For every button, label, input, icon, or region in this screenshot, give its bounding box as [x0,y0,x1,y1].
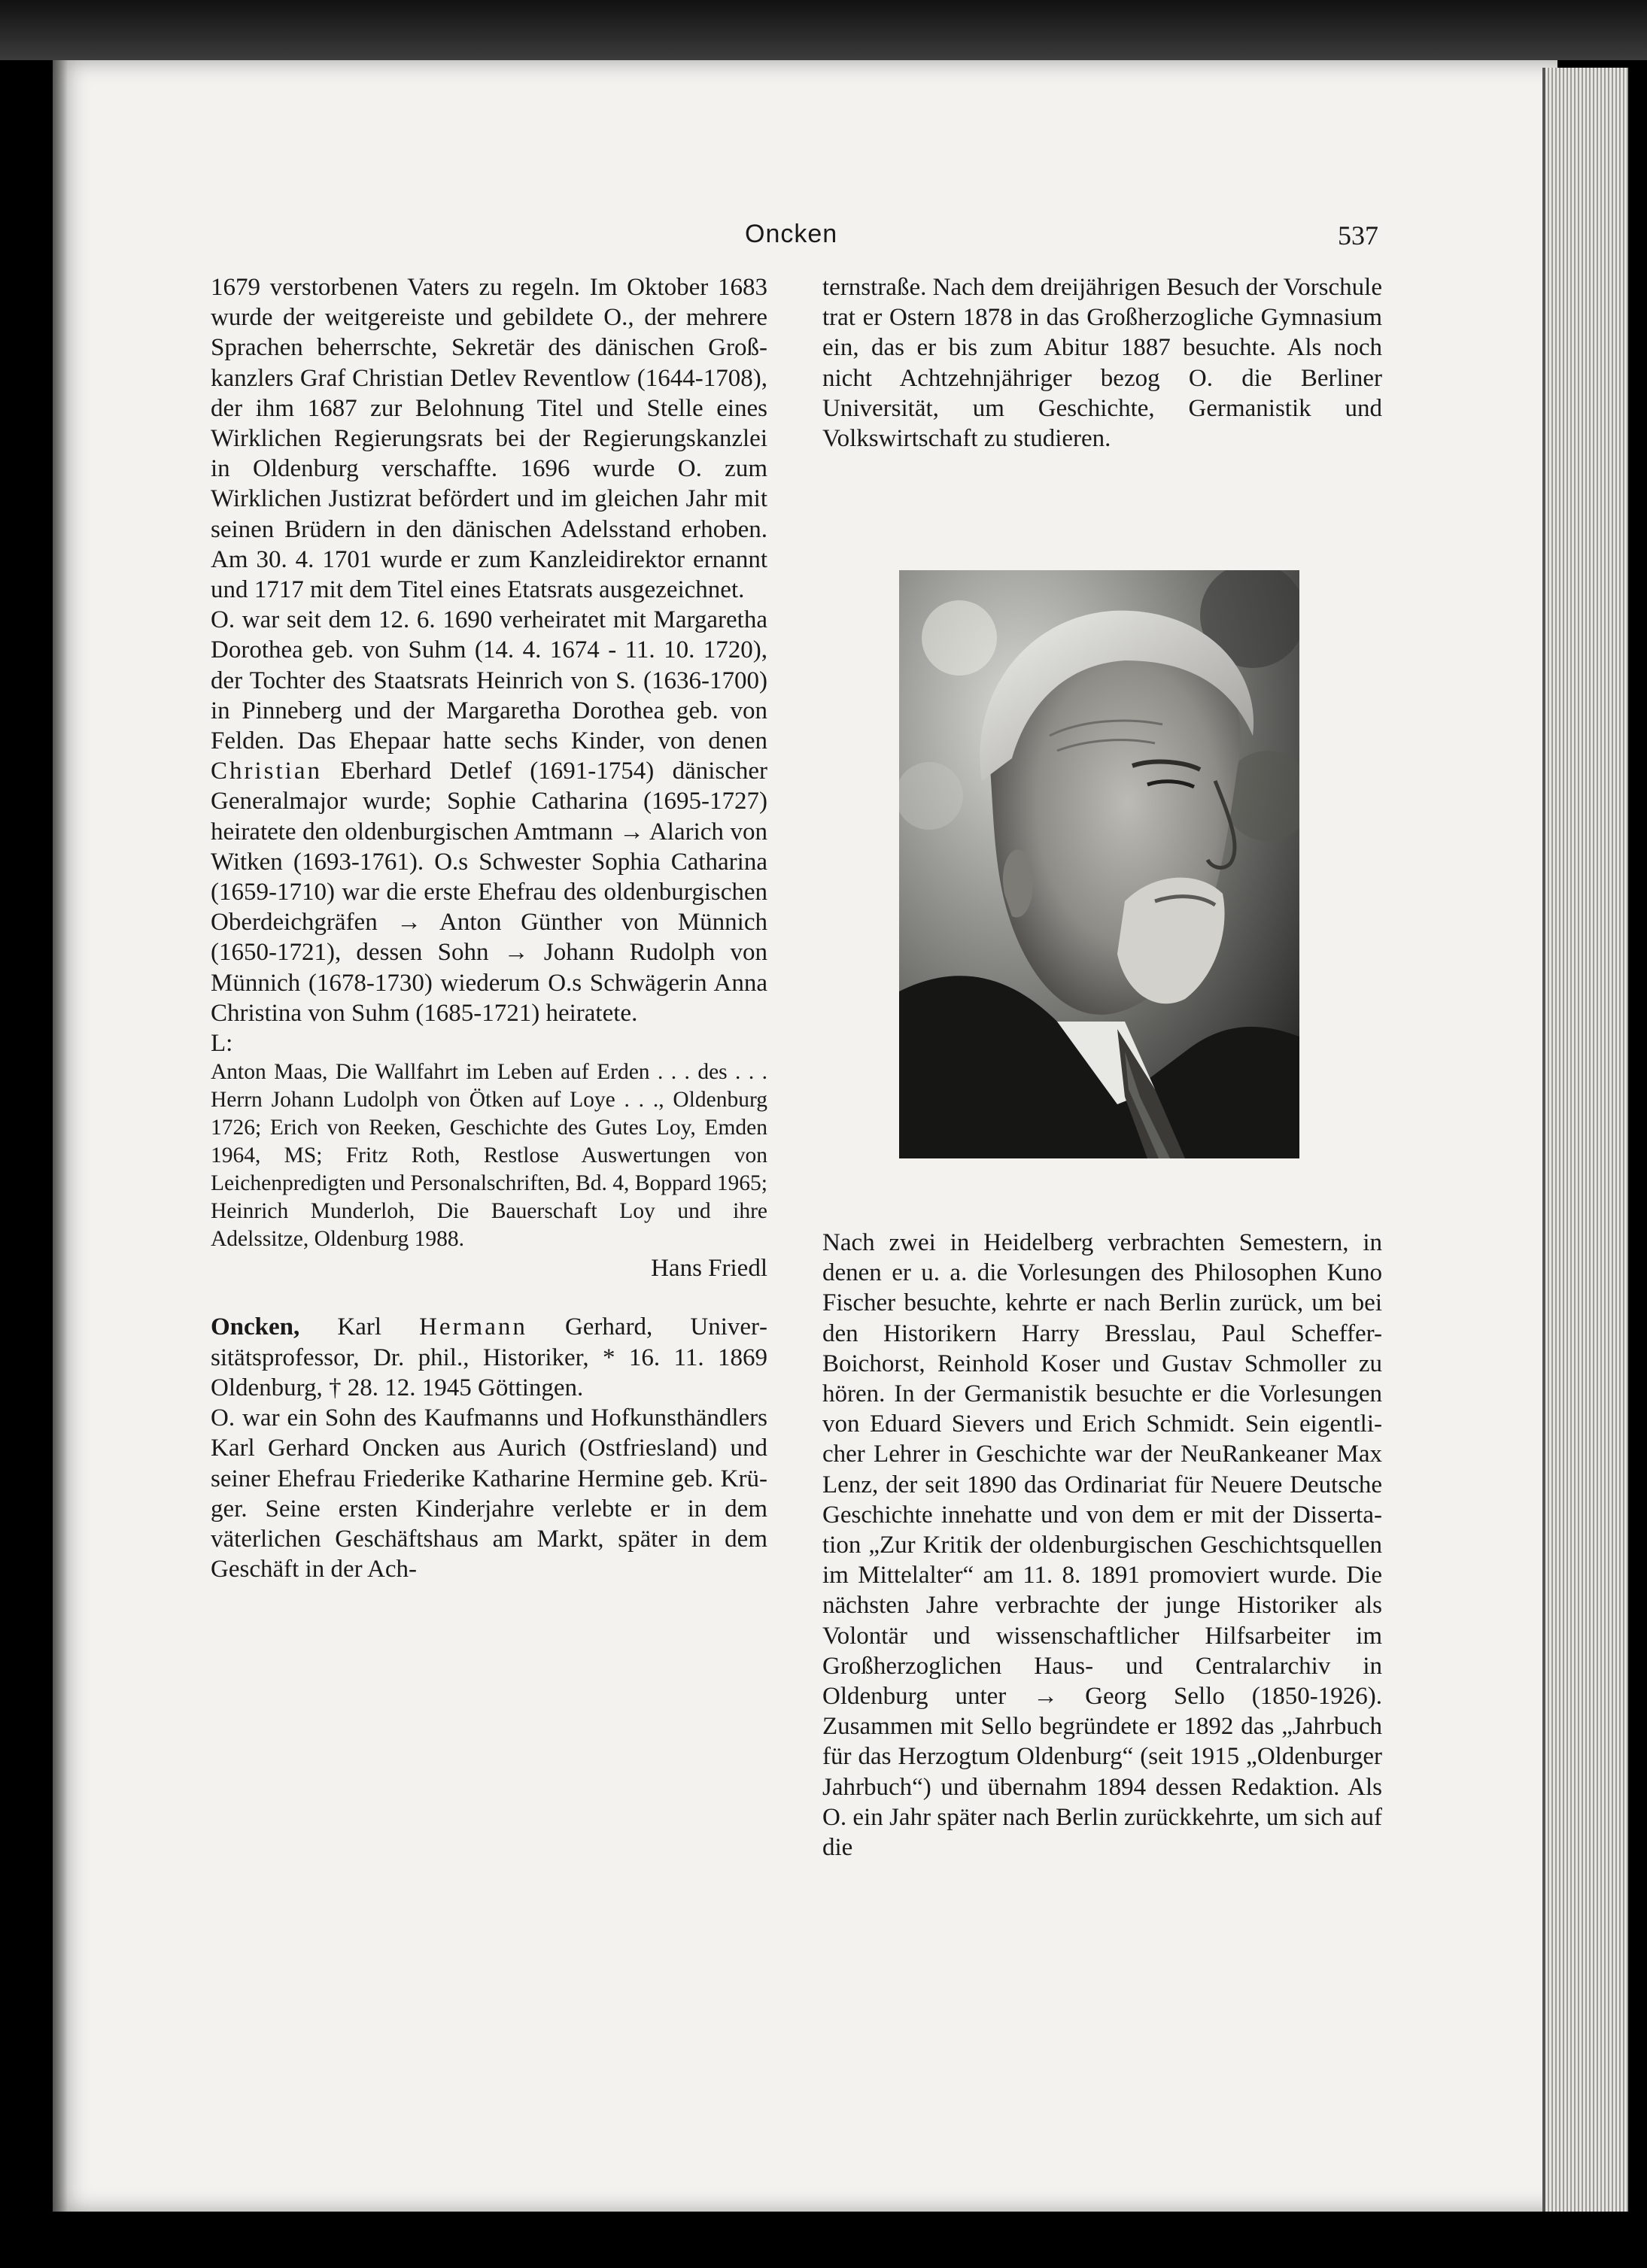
left-column [211,272,767,1584]
entry-paragraph: O. war ein Sohn des Kaufmanns und Hofkunsthändlers Karl Gerhard Oncken aus Aurich (Ostfriesland) und seiner Ehefrau Friederike Katharine Hermine geb. Krüger. Seine ersten Kinderjahre verlebte er in dem väterlichen Geschäftshaus am Markt, später in dem Geschäft in der Ach- [211,1404,767,1583]
entry-author: Hans Friedl [651,1255,767,1283]
literature-label: L: [211,1030,233,1058]
entry-heading [211,1312,767,1403]
page-edges [1542,68,1628,2212]
paragraph-text: O. war seit dem 12. 6. 1690 verheiratet mit Margaretha Dorothea geb. von Suhm (14. 4. 1674 - 11. 10. 1720), der Tochter des Staatsrats Heinrich von S. (1636-1700) in Pinneberg und der Margaretha Dorothea geb. von Felden. Das Ehepaar hatte sechs Kinder, von denen [211,606,767,755]
scan-background [0,0,1647,60]
entry-paragraph: ternstraße. Nach dem dreijährigen Besuch der Vorschule trat er Ostern 1878 in das Großherzogliche Gymnasium ein, das er bis zum Abitur 1887 besuchte. Als noch nicht Achtzehnjähriger bezog O. die Berliner Universität, um Geschichte, Germanistik und Volkswirtschaft zu studieren. [822,274,1382,453]
spaced-name: Christian [211,758,322,785]
headword: Oncken, [211,1313,300,1341]
given-name-spaced: Hermann [419,1313,527,1341]
gutter-shadow [53,60,68,2212]
paragraph-text: Eberhard Detlef (1691-1754) dänischer Generalmajor wurde; Sophie Catharina (1695-1727) heiratete den oldenburgischen Amtmann → Alarich von Witken (1693-1761). O.s Schwester Sophia Catharina (1659-1710) war die erste Ehefrau des oldenburgischen Oberdeichgräfen → Anton Günther von Münnich (1650-1721), dessen Sohn → Johann Rudolph von Münnich (1678-1730) wiederum O.s Schwägerin Anna Christina von Suhm (1685-1721) heiratete. [211,758,768,1027]
right-column-top [822,272,1382,454]
entry-paragraph: Nach zwei in Heidelberg verbrachten Semestern, in denen er u. a. die Vorlesungen des Philosophen Kuno Fischer besuchte, kehrte er nach Berlin zurück, um bei den Historikern Harry Bresslau, Paul Scheffer-Boichorst, Reinhold Koser und Gustav Schmoller zu hören. In der Germanistik besuchte er die Vorlesungen von Eduard Sievers und Erich Schmidt. Sein eigentlicher Lehrer in Geschichte war der NeuRankeaner Max Lenz, der seit 1890 das Ordinariat für Neuere Deutsche Geschichte innehatte und von dem er mit der Dissertation „Zur Kritik der oldenburgischen Geschichtsquellen im Mittelalter“ am 11. 8. 1891 promoviert wurde. Die nächsten Jahre verbrachte der junge Historiker als Volontär und wissenschaftlicher Hilfsarbeiter im Großherzoglichen Haus- und Centralarchiv in Oldenburg unter → Georg Sello (1850-1926). Zusammen mit Sello begründete er 1892 das „Jahrbuch für das Herzogtum Oldenburg“ (seit 1915 „Oldenburger Jahrbuch“) und übernahm 1894 dessen Redaktion. Als O. ein Jahr später nach Berlin zurückkehrte, um sich auf die [822,1229,1382,1862]
literature-text: Anton Maas, Die Wallfahrt im Leben auf Erden . . . des . . . Herrn Johann Ludolph von Ötken auf Loye . . ., Oldenburg 1726; Erich von Reeken, Geschichte des Gutes Loy, Emden 1964, MS; Fritz Roth, Restlose Auswertungen von Leichenpredigten und Personalschriften, Bd. 4, Boppard 1965; Heinrich Munderloh, Die Bauerschaft Loy und ihre Adelssitze, Oldenburg 1988. [211,1060,767,1252]
given-name: Gerhard, [564,1313,653,1341]
entry-paragraph: 1679 verstorbenen Vaters zu regeln. Im Oktober 1683 wurde der weitgereiste und gebildete O., der mehrere Sprachen beherrschte, Sekretär des dänischen Großkanzlers Graf Christian Detlev Reventlow (1644-1708), der ihm 1687 zur Belohnung Titel und Stelle eines Wirklichen Regierungsrats bei der Regierungskanzlei in Oldenburg verschaffte. 1696 wurde O. zum Wirklichen Justizrat befördert und im gleichen Jahr mit seinen Brüdern in den dänischen Adelsstand erhoben. Am 30. 4. 1701 wurde er zum Kanzleidirektor ernannt und 1717 mit dem Titel eines Etatsrats ausgezeichnet. [211,274,767,604]
entry-gap [211,1283,767,1312]
entry-description: Universitätsprofessor, Dr. phil., Historiker, * 16. 11. 1869 Oldenburg, † 28. 12. 1945 Göttingen. [211,1313,768,1401]
portrait-photo [899,570,1299,1158]
right-column-bottom [822,1228,1382,1863]
running-head: Oncken [745,220,838,248]
given-name: Karl [337,1313,381,1341]
entry-paragraph [211,605,767,1028]
page-number: 537 [1338,220,1378,250]
